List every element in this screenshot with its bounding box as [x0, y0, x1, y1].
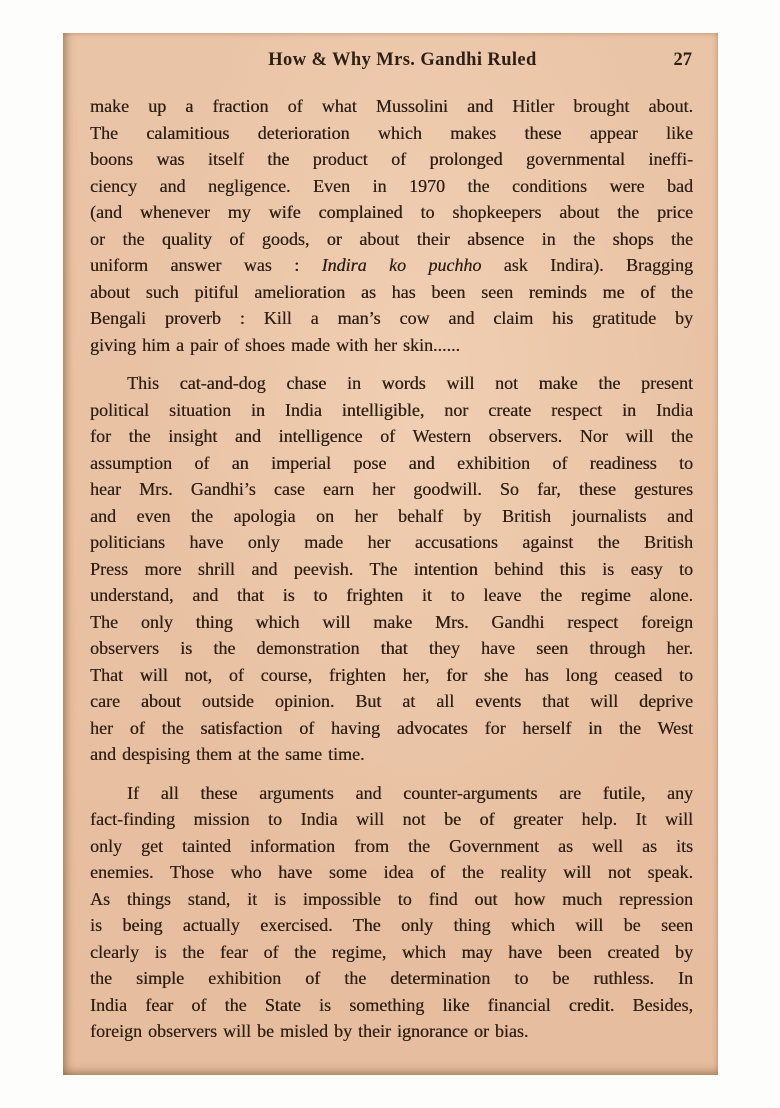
page-text [90, 93, 693, 1045]
scanned-book-page [63, 33, 718, 1075]
italic-phrase: Indira ko puchho [321, 255, 482, 275]
text-line: enemies. Those who have some idea of the reality will not speak. [90, 862, 693, 882]
text-line: politicians have only made her accusations against the British [90, 532, 693, 552]
paragraph [90, 93, 693, 358]
text-line: her of the satisfaction of having advocates for herself in the West [90, 717, 693, 738]
text-line: the simple exhibition of the determination to be ruthless. In [90, 968, 693, 988]
text-line: If all these arguments and counter-arguments are futile, any [127, 782, 693, 803]
text-line: This cat-and-dog chase in words will not make the present [127, 373, 693, 393]
text-line: assumption of an imperial pose and exhibition of readiness to [90, 452, 693, 473]
paragraph [90, 370, 693, 768]
text-line: make up a fraction of what Mussolini and Hitler brought about. [90, 96, 693, 116]
text-line: foreign observers will be misled by their ignorance or bias. [90, 1021, 529, 1041]
text-line: The calamitious deterioration which makes these appear like [90, 122, 693, 143]
text-line: hear Mrs. Gandhi’s case earn her goodwill. So far, these gestures [90, 479, 693, 499]
running-header [90, 50, 693, 78]
text-line: The only thing which will make Mrs. Gandhi respect foreign [90, 611, 693, 632]
text-line: clearly is the fear of the regime, which may have been created by [90, 941, 693, 962]
text-line: political situation in India intelligible, nor create respect in India [90, 399, 693, 420]
text-line: boons was itself the product of prolonged governmental ineffi- [90, 149, 693, 169]
text-line: is being actually exercised. The only thing which will be seen [90, 915, 693, 935]
text-line: That will not, of course, frighten her, for she has long ceased to [90, 664, 693, 685]
text-line: (and whenever my wife complained to shopkeepers about the price [90, 202, 693, 222]
text-line: Bengali proverb : Kill a man’s cow and claim his gratitude by [90, 308, 693, 328]
text-line: for the insight and intelligence of Western observers. Nor will the [90, 426, 693, 446]
page-number: 27 [673, 50, 692, 70]
page-title: How & Why Mrs. Gandhi Ruled [268, 50, 537, 70]
text-line: understand, and that is to frighten it to leave the regime alone. [90, 585, 693, 605]
text-line: observers is the demonstration that they have seen through her. [90, 638, 693, 658]
text-line: about such pitiful amelioration as has been seen reminds me of the [90, 281, 693, 302]
text-line: Press more shrill and peevish. The intention behind this is easy to [90, 558, 693, 579]
text-line: and even the apologia on her behalf by British journalists and [90, 505, 693, 526]
text-line: or the quality of goods, or about their absence in the shops the [90, 228, 693, 249]
text-line: only get tainted information from the Government as well as its [90, 835, 693, 856]
text-line: fact-finding mission to India will not be of greater help. It will [90, 809, 693, 829]
text-line: giving him a pair of shoes made with her skin...... [90, 334, 460, 355]
text-line: and despising them at the same time. [90, 744, 365, 764]
text-line: uniform answer was : Indira ko puchho ask Indira). Bragging [90, 255, 693, 275]
text-line: ciency and negligence. Even in 1970 the conditions were bad [90, 175, 693, 196]
text-line: care about outside opinion. But at all events that will deprive [90, 691, 693, 711]
paragraph [90, 780, 693, 1045]
text-line: India fear of the State is something like financial credit. Besides, [90, 994, 693, 1015]
text-line: As things stand, it is impossible to find out how much repression [90, 888, 693, 909]
